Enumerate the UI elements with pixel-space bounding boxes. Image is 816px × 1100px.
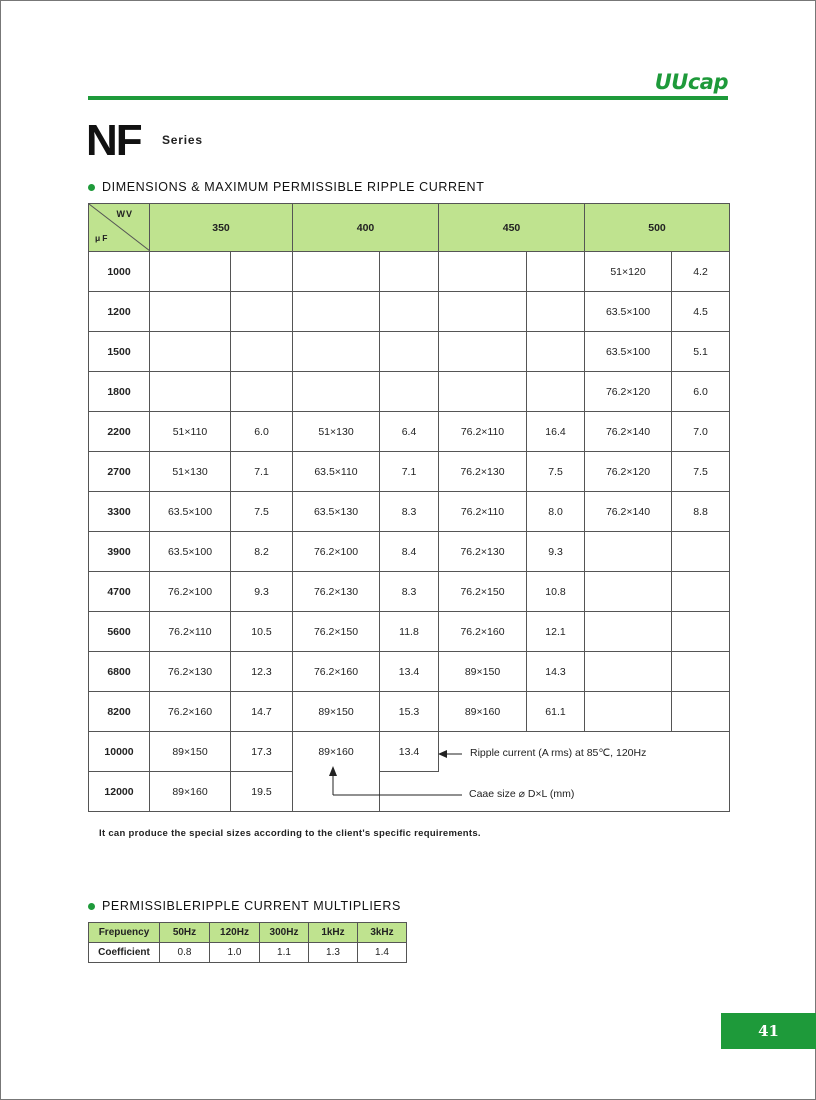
case-size-cell: 89×150 <box>293 692 380 732</box>
capacitance-cell: 1500 <box>89 332 150 372</box>
ripple-current-cell: 17.3 <box>231 732 293 772</box>
case-size-cell: 76.2×140 <box>585 412 672 452</box>
case-size-cell: 63.5×100 <box>585 292 672 332</box>
frequency-cell: 120Hz <box>210 923 260 943</box>
case-size-cell: 76.2×120 <box>585 372 672 412</box>
ripple-current-cell: 5.1 <box>672 332 730 372</box>
voltage-header: 400 <box>293 204 439 252</box>
frequency-cell: 300Hz <box>260 923 309 943</box>
ripple-current-cell: 8.0 <box>527 492 585 532</box>
wv-label: WV <box>116 209 133 219</box>
capacitance-cell: 1800 <box>89 372 150 412</box>
capacitance-cell: 4700 <box>89 572 150 612</box>
multipliers-table <box>88 922 407 963</box>
ripple-current-cell: 7.5 <box>231 492 293 532</box>
case-size-cell: 51×130 <box>150 452 231 492</box>
ripple-current-cell: 15.3 <box>380 692 439 732</box>
case-size-cell: 89×150 <box>150 732 231 772</box>
case-size-cell: 76.2×160 <box>150 692 231 732</box>
capacitance-cell: 12000 <box>89 772 150 812</box>
ripple-current-cell: 9.3 <box>231 572 293 612</box>
case-size-cell: 76.2×150 <box>439 572 527 612</box>
frequency-cell: 3kHz <box>358 923 407 943</box>
ripple-current-cell: 9.3 <box>527 532 585 572</box>
capacitance-cell: 1000 <box>89 252 150 292</box>
ripple-current-cell: 8.2 <box>231 532 293 572</box>
ripple-current-cell: 10.5 <box>231 612 293 652</box>
capacitance-cell: 1200 <box>89 292 150 332</box>
case-size-cell: 63.5×110 <box>293 452 380 492</box>
ripple-current-cell: 8.4 <box>380 532 439 572</box>
case-size-cell: 76.2×130 <box>293 572 380 612</box>
case-size-cell: 63.5×100 <box>150 492 231 532</box>
uf-label: μF <box>95 233 110 243</box>
ripple-current-cell: 4.5 <box>672 292 730 332</box>
brand-logo: UUcap <box>654 70 728 94</box>
capacitance-cell: 3900 <box>89 532 150 572</box>
case-size-cell: 89×160 <box>293 732 380 772</box>
ripple-current-cell: 19.5 <box>231 772 293 812</box>
case-size-cell: 76.2×130 <box>439 452 527 492</box>
ripple-current-cell: 8.3 <box>380 492 439 532</box>
capacitance-cell: 2200 <box>89 412 150 452</box>
legend-case-size: Caae size ⌀ D×L (mm) <box>469 788 575 800</box>
case-size-cell: 63.5×100 <box>150 532 231 572</box>
ripple-current-cell: 10.8 <box>527 572 585 612</box>
case-size-cell: 76.2×160 <box>293 652 380 692</box>
case-size-cell: 76.2×140 <box>585 492 672 532</box>
capacitance-cell: 6800 <box>89 652 150 692</box>
series-label: Series <box>162 133 203 147</box>
case-size-cell: 76.2×160 <box>439 612 527 652</box>
frequency-label: Frepuency <box>89 923 160 943</box>
ripple-current-cell: 7.1 <box>380 452 439 492</box>
case-size-cell: 76.2×130 <box>439 532 527 572</box>
case-size-cell: 76.2×100 <box>150 572 231 612</box>
ripple-current-cell: 13.4 <box>380 732 439 772</box>
coefficient-cell: 1.1 <box>260 943 309 963</box>
ripple-current-cell: 8.3 <box>380 572 439 612</box>
ripple-current-cell: 16.4 <box>527 412 585 452</box>
capacitance-cell: 3300 <box>89 492 150 532</box>
case-size-cell: 89×150 <box>439 652 527 692</box>
coefficient-cell: 1.3 <box>309 943 358 963</box>
case-size-cell: 76.2×130 <box>150 652 231 692</box>
ripple-current-cell: 7.1 <box>231 452 293 492</box>
ripple-current-cell: 11.8 <box>380 612 439 652</box>
case-size-cell: 76.2×110 <box>150 612 231 652</box>
voltage-header: 500 <box>585 204 730 252</box>
frequency-cell: 1kHz <box>309 923 358 943</box>
ripple-current-cell: 12.1 <box>527 612 585 652</box>
capacitance-cell: 2700 <box>89 452 150 492</box>
bullet-icon <box>88 903 95 910</box>
section-title-dimensions: DIMENSIONS & MAXIMUM PERMISSIBLE RIPPLE CURRENT <box>102 180 485 194</box>
coefficient-cell: 1.0 <box>210 943 260 963</box>
capacitance-cell: 8200 <box>89 692 150 732</box>
ripple-current-cell: 61.1 <box>527 692 585 732</box>
capacitance-cell: 10000 <box>89 732 150 772</box>
special-sizes-note: It can produce the special sizes according to the client's specific requirements. <box>99 828 481 839</box>
case-size-cell: 63.5×100 <box>585 332 672 372</box>
case-size-cell: 89×160 <box>439 692 527 732</box>
section-title-multipliers: PERMISSIBLERIPPLE CURRENT MULTIPLIERS <box>102 899 401 913</box>
ripple-current-cell: 7.5 <box>672 452 730 492</box>
ripple-current-cell: 7.5 <box>527 452 585 492</box>
coefficient-cell: 0.8 <box>160 943 210 963</box>
ripple-current-cell: 14.3 <box>527 652 585 692</box>
voltage-header: 450 <box>439 204 585 252</box>
voltage-header: 350 <box>150 204 293 252</box>
case-size-cell: 51×130 <box>293 412 380 452</box>
case-size-cell: 51×110 <box>150 412 231 452</box>
ripple-current-cell: 6.0 <box>672 372 730 412</box>
case-size-cell: 76.2×110 <box>439 492 527 532</box>
ripple-current-cell: 4.2 <box>672 252 730 292</box>
ripple-current-cell: 12.3 <box>231 652 293 692</box>
coefficient-label: Coefficient <box>89 943 160 963</box>
coefficient-row <box>89 943 407 963</box>
ripple-current-cell: 13.4 <box>380 652 439 692</box>
case-size-cell: 51×120 <box>585 252 672 292</box>
coefficient-cell: 1.4 <box>358 943 407 963</box>
frequency-row <box>89 923 407 943</box>
legend-ripple-current: Ripple current (A rms) at 85℃, 120Hz <box>470 747 647 759</box>
case-size-cell: 76.2×120 <box>585 452 672 492</box>
case-size-cell: 89×160 <box>150 772 231 812</box>
frequency-cell: 50Hz <box>160 923 210 943</box>
case-size-cell: 63.5×130 <box>293 492 380 532</box>
ripple-current-cell: 7.0 <box>672 412 730 452</box>
case-size-cell: 76.2×150 <box>293 612 380 652</box>
case-size-cell: 76.2×100 <box>293 532 380 572</box>
ripple-current-cell: 6.0 <box>231 412 293 452</box>
ripple-current-cell: 14.7 <box>231 692 293 732</box>
capacitance-cell: 5600 <box>89 612 150 652</box>
ripple-current-cell: 8.8 <box>672 492 730 532</box>
series-code: NF <box>86 116 141 165</box>
ripple-current-cell: 6.4 <box>380 412 439 452</box>
page-number: 41 <box>721 1013 816 1049</box>
case-size-cell: 76.2×110 <box>439 412 527 452</box>
